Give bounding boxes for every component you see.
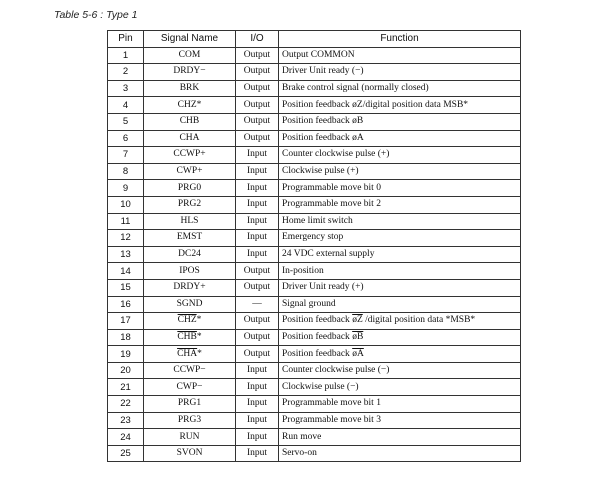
- io-cell: Output: [236, 80, 279, 97]
- signal-name-cell: DRDY−: [144, 64, 236, 81]
- pin-cell: 10: [108, 196, 144, 213]
- function-cell: Servo-on: [279, 445, 521, 462]
- pin-cell: 9: [108, 180, 144, 197]
- pin-cell: 5: [108, 113, 144, 130]
- function-pre-text: Position feedback: [282, 315, 353, 326]
- function-cell: Driver Unit ready (−): [279, 64, 521, 81]
- signal-name-cell: CHB: [144, 113, 236, 130]
- table-row: [108, 263, 521, 280]
- io-cell: Input: [236, 180, 279, 197]
- pin-cell: 24: [108, 429, 144, 446]
- function-over-text: $\overline{øB}$: [352, 331, 364, 342]
- pin-cell: 2: [108, 64, 144, 81]
- function-cell: Position feedback øB: [279, 113, 521, 130]
- table-row: [108, 196, 521, 213]
- pin-cell: 16: [108, 296, 144, 313]
- function-cell: [279, 313, 521, 330]
- signal-name-cell: DRDY+: [144, 279, 236, 296]
- signal-name-cell: CWP−: [144, 379, 236, 396]
- signal-name-suffix: *: [196, 315, 202, 326]
- pin-cell: 13: [108, 246, 144, 263]
- io-cell: Output: [236, 97, 279, 114]
- table-row: [108, 230, 521, 247]
- io-cell: Input: [236, 213, 279, 230]
- pin-cell: 6: [108, 130, 144, 147]
- table-row: [108, 396, 521, 413]
- header-signal-name: Signal Name: [144, 31, 236, 48]
- signal-name-cell: COM: [144, 47, 236, 64]
- function-cell: Driver Unit ready (+): [279, 279, 521, 296]
- table-row: [108, 313, 521, 330]
- table-row: [108, 429, 521, 446]
- function-cell: [279, 346, 521, 363]
- pin-cell: 1: [108, 47, 144, 64]
- function-cell: Output COMMON: [279, 47, 521, 64]
- signal-name-cell: IPOS: [144, 263, 236, 280]
- table-row: [108, 279, 521, 296]
- signal-name-cell: PRG3: [144, 412, 236, 429]
- io-cell: Output: [236, 113, 279, 130]
- table-row: [108, 362, 521, 379]
- table-row: [108, 329, 521, 346]
- signal-name-cell: DC24: [144, 246, 236, 263]
- function-post-text: /digital position data *MSB*: [362, 315, 476, 326]
- function-pre-text: Position feedback: [282, 331, 353, 342]
- pin-cell: 4: [108, 97, 144, 114]
- table-row: [108, 113, 521, 130]
- io-cell: Output: [236, 313, 279, 330]
- table-row: [108, 130, 521, 147]
- signal-name-cell: SVON: [144, 445, 236, 462]
- table-caption: Table 5-6 : Type 1: [54, 9, 138, 21]
- io-cell: Input: [236, 429, 279, 446]
- io-cell: Output: [236, 130, 279, 147]
- signal-name-overline: $\overline{CHB}$: [177, 331, 197, 342]
- pin-cell: 11: [108, 213, 144, 230]
- signal-name-suffix: *: [197, 348, 202, 359]
- header-io: I/O: [236, 31, 279, 48]
- signal-name-cell: PRG1: [144, 396, 236, 413]
- signal-name-cell: EMST: [144, 230, 236, 247]
- io-cell: Output: [236, 329, 279, 346]
- signal-name-suffix: *: [196, 331, 202, 342]
- io-cell: Input: [236, 412, 279, 429]
- header-function: Function: [279, 31, 521, 48]
- function-cell: Programmable move bit 0: [279, 180, 521, 197]
- io-cell: Output: [236, 279, 279, 296]
- signal-name-cell: RUN: [144, 429, 236, 446]
- pin-cell: 21: [108, 379, 144, 396]
- table-row: [108, 412, 521, 429]
- io-cell: Input: [236, 246, 279, 263]
- signal-name-overline: $\overline{CHZ}$: [177, 315, 197, 326]
- signal-table: [107, 30, 521, 462]
- io-cell: Input: [236, 196, 279, 213]
- io-cell: Input: [236, 163, 279, 180]
- pin-cell: 17: [108, 313, 144, 330]
- io-cell: Output: [236, 346, 279, 363]
- function-cell: Programmable move bit 1: [279, 396, 521, 413]
- signal-name-cell: SGND: [144, 296, 236, 313]
- table-row: [108, 97, 521, 114]
- signal-name-cell: PRG0: [144, 180, 236, 197]
- function-over-text: $\overline{øA}$: [352, 348, 364, 359]
- io-cell: Input: [236, 379, 279, 396]
- pin-cell: 25: [108, 445, 144, 462]
- function-cell: Home limit switch: [279, 213, 521, 230]
- pin-cell: 22: [108, 396, 144, 413]
- io-cell: Input: [236, 362, 279, 379]
- signal-name-cell: PRG2: [144, 196, 236, 213]
- pin-cell: 12: [108, 230, 144, 247]
- function-cell: Clockwise pulse (+): [279, 163, 521, 180]
- function-cell: In-position: [279, 263, 521, 280]
- function-cell: 24 VDC external supply: [279, 246, 521, 263]
- table-row: [108, 246, 521, 263]
- function-cell: Position feedback øZ/digital position data MSB*: [279, 97, 521, 114]
- signal-name-cell: [144, 329, 236, 346]
- table-row: [108, 296, 521, 313]
- function-cell: [279, 329, 521, 346]
- pin-cell: 18: [108, 329, 144, 346]
- function-cell: Brake control signal (normally closed): [279, 80, 521, 97]
- table-row: [108, 213, 521, 230]
- function-cell: Counter clockwise pulse (−): [279, 362, 521, 379]
- io-cell: —: [236, 296, 279, 313]
- pin-cell: 20: [108, 362, 144, 379]
- table-row: [108, 64, 521, 81]
- signal-name-cell: CCWP+: [144, 147, 236, 164]
- signal-name-cell: HLS: [144, 213, 236, 230]
- signal-name-cell: CHA: [144, 130, 236, 147]
- function-pre-text: Position feedback: [282, 348, 353, 359]
- pin-cell: 3: [108, 80, 144, 97]
- signal-name-cell: CWP+: [144, 163, 236, 180]
- io-cell: Input: [236, 147, 279, 164]
- table-row: [108, 147, 521, 164]
- pin-cell: 15: [108, 279, 144, 296]
- function-cell: Run move: [279, 429, 521, 446]
- header-pin: Pin: [108, 31, 144, 48]
- signal-name-cell: BRK: [144, 80, 236, 97]
- pin-cell: 14: [108, 263, 144, 280]
- pin-cell: 7: [108, 147, 144, 164]
- function-cell: Programmable move bit 3: [279, 412, 521, 429]
- pin-cell: 19: [108, 346, 144, 363]
- signal-name-cell: [144, 313, 236, 330]
- function-cell: Emergency stop: [279, 230, 521, 247]
- signal-name-cell: [144, 346, 236, 363]
- table-row: [108, 379, 521, 396]
- signal-name-cell: CCWP−: [144, 362, 236, 379]
- table-row: [108, 47, 521, 64]
- table-row: [108, 445, 521, 462]
- function-cell: Programmable move bit 2: [279, 196, 521, 213]
- function-cell: Signal ground: [279, 296, 521, 313]
- table-row: [108, 346, 521, 363]
- pin-cell: 8: [108, 163, 144, 180]
- io-cell: Output: [236, 64, 279, 81]
- table-row: [108, 180, 521, 197]
- signal-name-overline: $\overline{CHA}$: [177, 348, 198, 359]
- function-cell: Counter clockwise pulse (+): [279, 147, 521, 164]
- function-cell: Position feedback øA: [279, 130, 521, 147]
- table-row: [108, 163, 521, 180]
- io-cell: Input: [236, 445, 279, 462]
- header-row: [108, 31, 521, 48]
- table-row: [108, 80, 521, 97]
- io-cell: Input: [236, 230, 279, 247]
- io-cell: Output: [236, 47, 279, 64]
- function-cell: Clockwise pulse (−): [279, 379, 521, 396]
- function-over-text: $\overline{øZ}$: [352, 315, 363, 326]
- pin-cell: 23: [108, 412, 144, 429]
- signal-name-cell: CHZ*: [144, 97, 236, 114]
- io-cell: Input: [236, 396, 279, 413]
- table-body: [108, 47, 521, 462]
- io-cell: Output: [236, 263, 279, 280]
